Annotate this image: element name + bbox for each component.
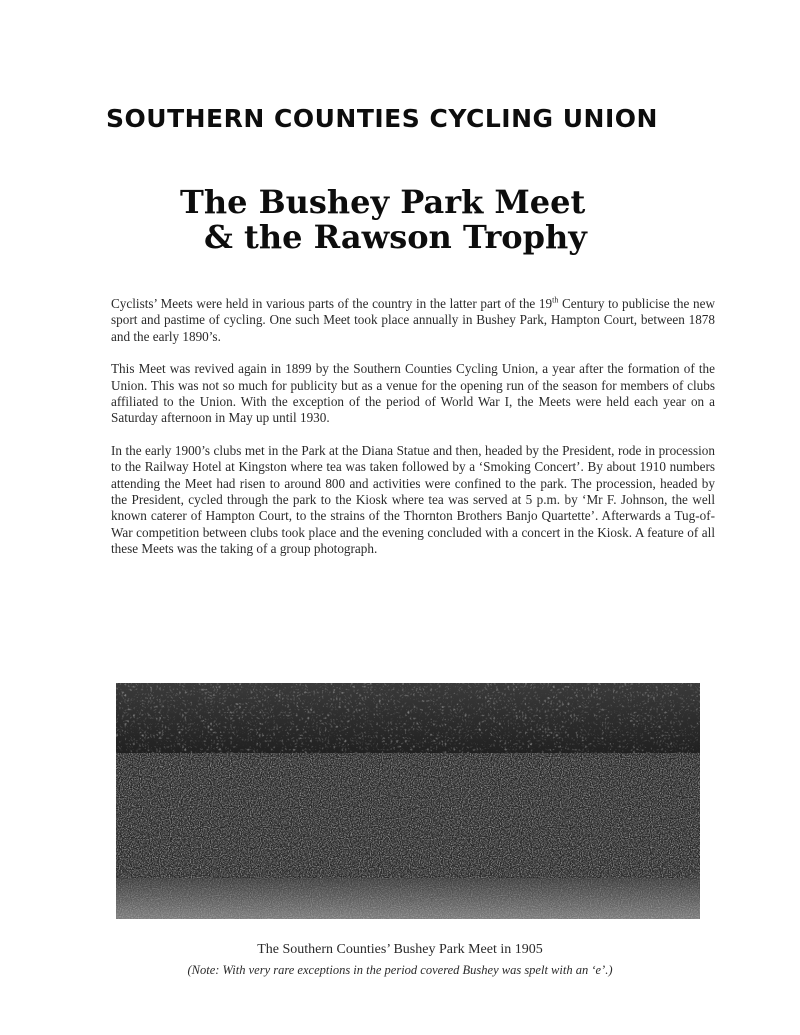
group-photograph-image (116, 683, 700, 919)
ordinal-suffix: th (552, 295, 559, 305)
group-photograph (116, 683, 700, 919)
page-title-line-2: & the Rawson Trophy (204, 218, 587, 256)
paragraph-1-text-b: Century to publicise the new sport and pastime of cycling. One such Meet took place annually in Bushey Park, Hampton Court, between 1878 and the early 1890’s. (111, 296, 715, 344)
organisation-heading: SOUTHERN COUNTIES CYCLING UNION (106, 104, 658, 133)
paragraph-1 (111, 296, 715, 345)
page-title-line-1: The Bushey Park Meet (180, 183, 586, 221)
photo-caption: The Southern Counties’ Bushey Park Meet in 1905 (257, 942, 543, 957)
paragraph-1-text-a: Cyclists’ Meets were held in various parts of the country in the latter part of the 19 (111, 296, 553, 311)
photo-note: (Note: With very rare exceptions in the period covered Bushey was spelt with an ‘e’.) (187, 963, 613, 977)
paragraph-3: In the early 1900’s clubs met in the Park at the Diana Statue and then, headed by the President, rode in procession to the Railway Hotel at Kingston where tea was taken followed by a ‘Smoking Concert’. By about 1910 numbers attending the Meet had risen to around 800 and activities were confined to the park. The procession, headed by the President, cycled through the park to the Kiosk where tea was served at 5 p.m. by ‘Mr F. Johnson, the well known caterer of Hampton Court, to the strains of the Thornton Brothers Banjo Quartette’. Afterwards a Tug-of-War competition between clubs took place and the evening concluded with a concert in the Kiosk. A feature of all these Meets was the taking of a group photograph. (111, 442, 715, 557)
paragraph-2: This Meet was revived again in 1899 by the Southern Counties Cycling Union, a year after the formation of the Union. This was not so much for publicity but as a venue for the opening run of the season for members of clubs affiliated to the Union. With the exception of the period of World War I, the Meets were held each year on a Saturday afternoon in May up until 1930. (111, 361, 715, 426)
article-body (111, 296, 715, 574)
